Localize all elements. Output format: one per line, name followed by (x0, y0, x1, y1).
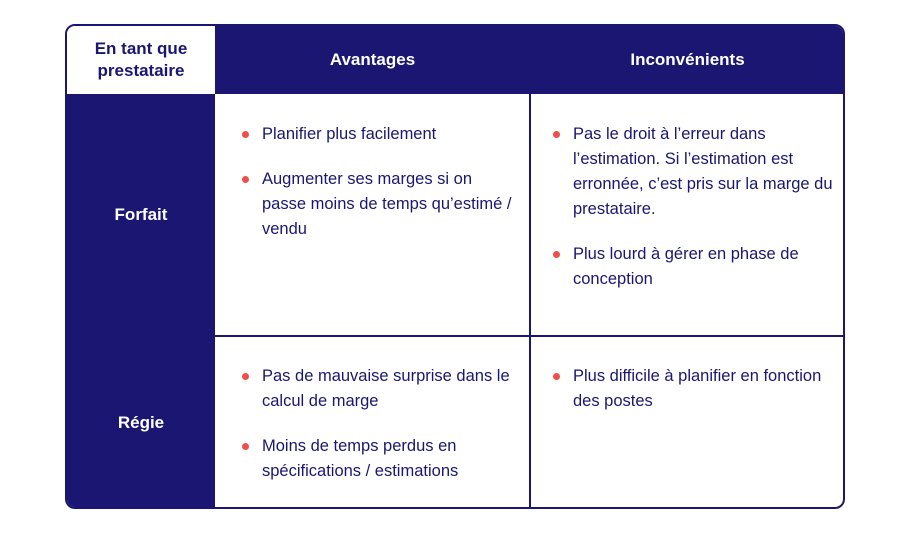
corner-header (67, 26, 215, 94)
advantages-list (242, 364, 512, 484)
list-item: Moins de temps perdus en spécifications / estimations (242, 434, 512, 484)
header-advantages-label: Avantages (329, 50, 416, 69)
list-item: Planifier plus facilement (242, 122, 512, 147)
cell-forfait-disadvantages (553, 122, 833, 312)
comparison-table (65, 24, 845, 509)
disadvantages-list (553, 364, 833, 414)
divider-horizontal (215, 335, 845, 337)
disadvantages-list (553, 122, 833, 292)
list-item: Pas de mauvaise surprise dans le calcul de marge (242, 364, 512, 414)
list-item: Augmenter ses marges si on passe moins de temps qu’estimé / vendu (242, 167, 512, 242)
header-disadvantages-label: Inconvénients (630, 50, 745, 69)
row-label-forfait (67, 94, 215, 336)
cell-regie-advantages (242, 364, 512, 504)
row-label-regie (67, 336, 215, 509)
row-label-text: Forfait (114, 205, 168, 224)
cell-regie-disadvantages (553, 364, 833, 434)
row-label-text: Régie (117, 412, 165, 432)
list-item: Pas le droit à l’erreur dans l’estimation. Si l’estimation est erronnée, c’est pris sur la marge du prestataire. (553, 122, 833, 222)
header-advantages (215, 26, 530, 94)
list-item: Plus difficile à planifier en fonction des postes (553, 364, 833, 414)
advantages-list (242, 122, 512, 242)
divider-vertical (529, 26, 531, 509)
header-disadvantages (530, 26, 845, 94)
corner-label: En tant que prestataire (94, 39, 188, 80)
list-item: Plus lourd à gérer en phase de conception (553, 242, 833, 292)
cell-forfait-advantages (242, 122, 512, 262)
